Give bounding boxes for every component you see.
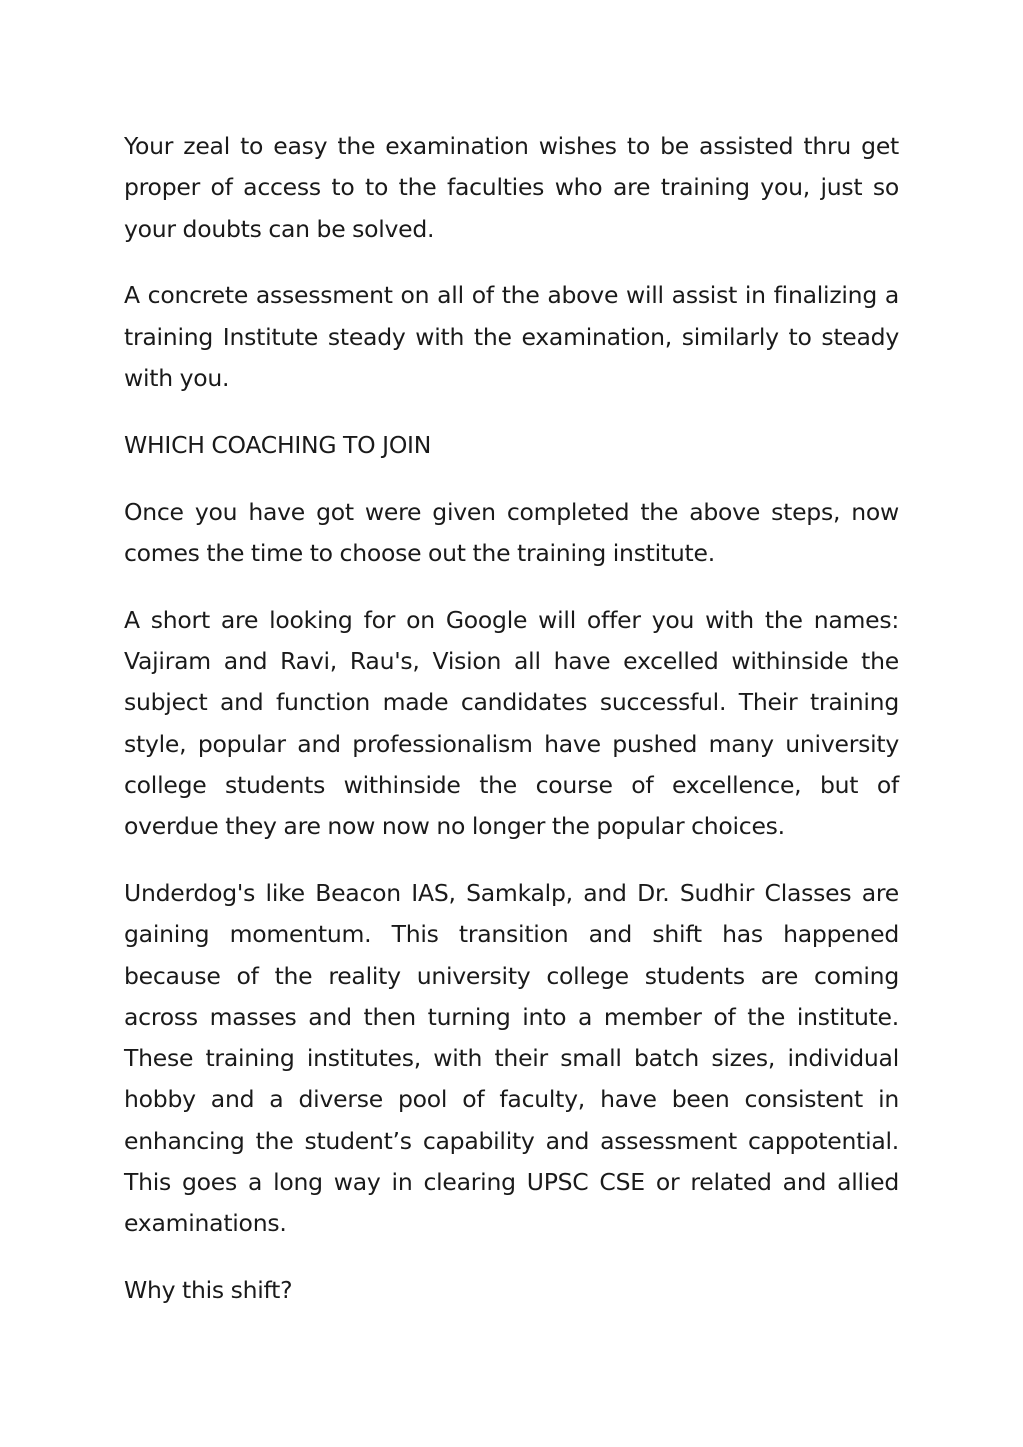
paragraph-google-search: A short are looking for on Google will offer you with the names: Vajiram and Ravi, Rau's, Vision all have excelled withinside the subject and function made candidates successful. Their training style, popular and professionalism have pushed many university college students withinside the course of excellence, but of overdue they are now now no longer the popular choices.: [124, 605, 899, 841]
paragraph-choose-institute: Once you have got were given completed the above steps, now comes the time to choose out the training institute.: [124, 497, 899, 567]
section-heading-why-shift: Why this shift?: [124, 1276, 293, 1305]
document-page: [124, 126, 899, 1337]
paragraph-zeal: Your zeal to easy the examination wishes to be assisted thru get proper of access to to the faculties who are training you, just so your doubts can be solved.: [124, 132, 899, 243]
paragraph-assessment: A concrete assessment on all of the above will assist in finalizing a training Institute steady with the examination, similarly to steady with you.: [124, 281, 899, 392]
paragraph-underdogs: Underdog's like Beacon IAS, Samkalp, and Dr. Sudhir Classes are gaining momentum. This transition and shift has happened because of the reality university college students are coming across masses and then turning into a member of the institute. These training institutes, with their small batch sizes, individual hobby and a diverse pool of faculty, have been consistent in enhancing the student’s capability and assessment cappotential. This goes a long way in clearing UPSC CSE or related and allied examinations.: [124, 878, 899, 1238]
section-heading-which-coaching: WHICH COACHING TO JOIN: [124, 430, 432, 459]
